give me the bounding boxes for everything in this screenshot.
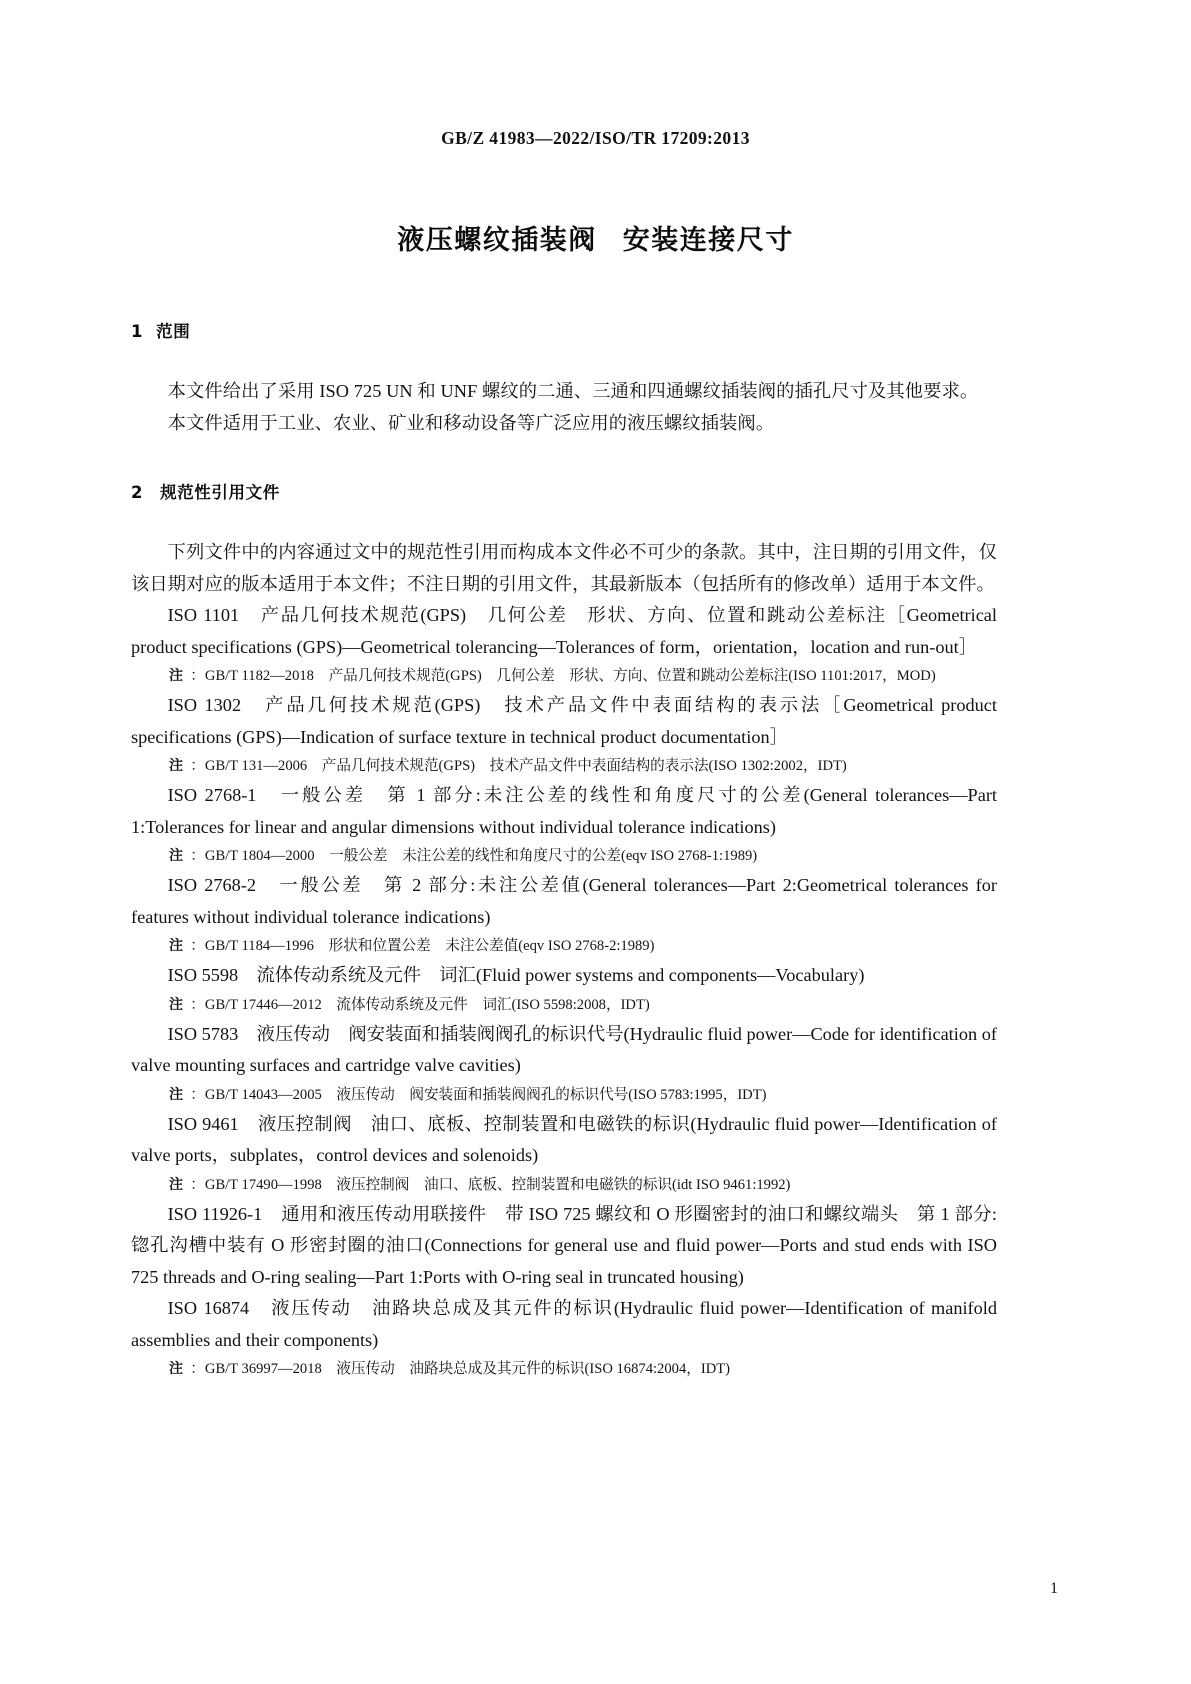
document-body	[131, 318, 997, 1383]
note-text: GB/T 131—2006 产品几何技术规范(GPS) 技术产品文件中表面结构的表示法(ISO 1302:2002，IDT)	[204, 758, 847, 774]
note-label: 注	[169, 1361, 183, 1377]
title-part-1: 液压螺纹插装阀	[397, 225, 597, 256]
note-text: GB/T 17446—2012 流体传动系统及元件 词汇(ISO 5598:2008，IDT)	[204, 996, 650, 1013]
normative-ref-entry: ISO 5598 流体传动系统及元件 词汇(Fluid power systems and components—Vocabulary)	[167, 965, 865, 985]
note-text: GB/T 36997—2018 液压传动 油路块总成及其元件的标识(ISO 16874:2004，IDT)	[204, 1361, 731, 1377]
normative-ref-entry: ISO 11926-1 通用和液压传动用联接件 带 ISO 725 螺纹和 O 形圈密封的油口和螺纹端头 第 1 部分:锪孔沟槽中装有 O 形密封圈的油口(Connections for general use and fluid power—Ports and stud ends with ISO 725 threads and O-ring sealing—Part 1:Ports with O-ring seal in truncated housing)	[131, 1203, 997, 1287]
normative-ref-entry: ISO 2768-2 一般公差 第 2 部分:未注公差值(General tolerances—Part 2:Geometrical tolerances for features without individual tolerance indications)	[131, 875, 997, 927]
note-text: GB/T 14043—2005 液压传动 阀安装面和插装阀阀孔的标识代号(ISO 5783:1995，IDT)	[204, 1086, 767, 1103]
clause-2-title: 规范性引用文件	[160, 483, 280, 502]
note-label: 注	[169, 1176, 183, 1193]
clause-1-heading	[131, 318, 997, 342]
page-number: 1	[1050, 1580, 1058, 1597]
note-label: 注	[169, 938, 183, 954]
clause-2-intro: 下列文件中的内容通过文中的规范性引用而构成本文件必不可少的条款。其中，注日期的引用文件，仅该日期对应的版本适用于本文件；不注日期的引用文件，其最新版本（包括所有的修改单）适用于本文件。	[131, 542, 997, 594]
normative-ref-note: 注 ：GB/T 131—2006 产品几何技术规范(GPS) 技术产品文件中表面结构的表示法(ISO 1302:2002，IDT)	[169, 758, 847, 774]
normative-ref-entry: ISO 16874 液压传动 油路块总成及其元件的标识(Hydraulic fluid power—Identification of manifold assemblies and their components)	[131, 1298, 997, 1350]
clause-2-number: 2	[131, 483, 144, 502]
normative-ref-note: 注 ：GB/T 1182—2018 产品几何技术规范(GPS) 几何公差 形状、方向、位置和跳动公差标注(ISO 1101:2017，MOD)	[169, 668, 936, 684]
note-label: 注	[169, 668, 183, 684]
normative-ref-note: 注 ：GB/T 17490—1998 液压控制阀 油口、底板、控制装置和电磁铁的标识(idt ISO 9461:1992)	[169, 1176, 791, 1193]
note-text: GB/T 1182—2018 产品几何技术规范(GPS) 几何公差 形状、方向、位置和跳动公差标注(ISO 1101:2017，MOD)	[204, 668, 936, 684]
note-label: 注	[169, 758, 183, 774]
clause-1-paragraph-1: 本文件给出了采用 ISO 725 UN 和 UNF 螺纹的二通、三通和四通螺纹插装阀的插孔尺寸及其他要求。	[167, 381, 979, 401]
normative-ref-entry: ISO 1302 产品几何技术规范(GPS) 技术产品文件中表面结构的表示法［Geometrical product specifications (GPS)—Indication of surface texture in technical product documentation］	[131, 695, 997, 747]
clause-1-title: 范围	[156, 322, 191, 341]
normative-ref-note: 注 ：GB/T 17446—2012 流体传动系统及元件 词汇(ISO 5598:2008，IDT)	[169, 996, 650, 1013]
normative-ref-note: 注 ：GB/T 36997—2018 液压传动 油路块总成及其元件的标识(ISO 16874:2004，IDT)	[169, 1361, 731, 1377]
title-part-2: 安装连接尺寸	[622, 225, 794, 256]
normative-ref-note: 注 ：GB/T 1804—2000 一般公差 未注公差的线性和角度尺寸的公差(eqv ISO 2768-1:1989)	[169, 848, 758, 864]
note-text: GB/T 1804—2000 一般公差 未注公差的线性和角度尺寸的公差(eqv ISO 2768-1:1989)	[204, 848, 758, 864]
normative-ref-entry: ISO 5783 液压传动 阀安装面和插装阀阀孔的标识代号(Hydraulic fluid power—Code for identification of valve mounting surfaces and cartridge valve cavities)	[131, 1023, 997, 1075]
note-label: 注	[169, 996, 183, 1013]
normative-ref-entry: ISO 9461 液压控制阀 油口、底板、控制装置和电磁铁的标识(Hydraulic fluid power—Identification of valve ports，subplates，control devices and solenoids)	[131, 1113, 997, 1165]
normative-ref-entry: ISO 1101 产品几何技术规范(GPS) 几何公差 形状、方向、位置和跳动公差标注［Geometrical product specifications (GPS)—Geometrical tolerancing—Tolerances of form，orientation，location and run-out］	[131, 605, 997, 657]
normative-ref-note: 注 ：GB/T 14043—2005 液压传动 阀安装面和插装阀阀孔的标识代号(ISO 5783:1995，IDT)	[169, 1086, 767, 1103]
note-label: 注	[169, 1086, 183, 1103]
running-header: GB/Z 41983—2022/ISO/TR 17209:2013	[441, 128, 750, 148]
note-label: 注	[169, 848, 183, 864]
clause-1-paragraph-2: 本文件适用于工业、农业、矿业和移动设备等广泛应用的液压螺纹插装阀。	[167, 412, 775, 433]
normative-ref-note: 注 ：GB/T 1184—1996 形状和位置公差 未注公差值(eqv ISO 2768-2:1989)	[169, 938, 655, 954]
clause-1-number: 1	[131, 322, 144, 341]
note-text: GB/T 17490—1998 液压控制阀 油口、底板、控制装置和电磁铁的标识(idt ISO 9461:1992)	[204, 1176, 791, 1193]
page-title	[0, 218, 1191, 257]
clause-2-heading	[131, 479, 997, 503]
note-text: GB/T 1184—1996 形状和位置公差 未注公差值(eqv ISO 2768-2:1989)	[204, 938, 655, 954]
normative-ref-entry: ISO 2768-1 一般公差 第 1 部分:未注公差的线性和角度尺寸的公差(General tolerances—Part 1:Tolerances for linear and angular dimensions without individual tolerance indications)	[131, 785, 997, 837]
